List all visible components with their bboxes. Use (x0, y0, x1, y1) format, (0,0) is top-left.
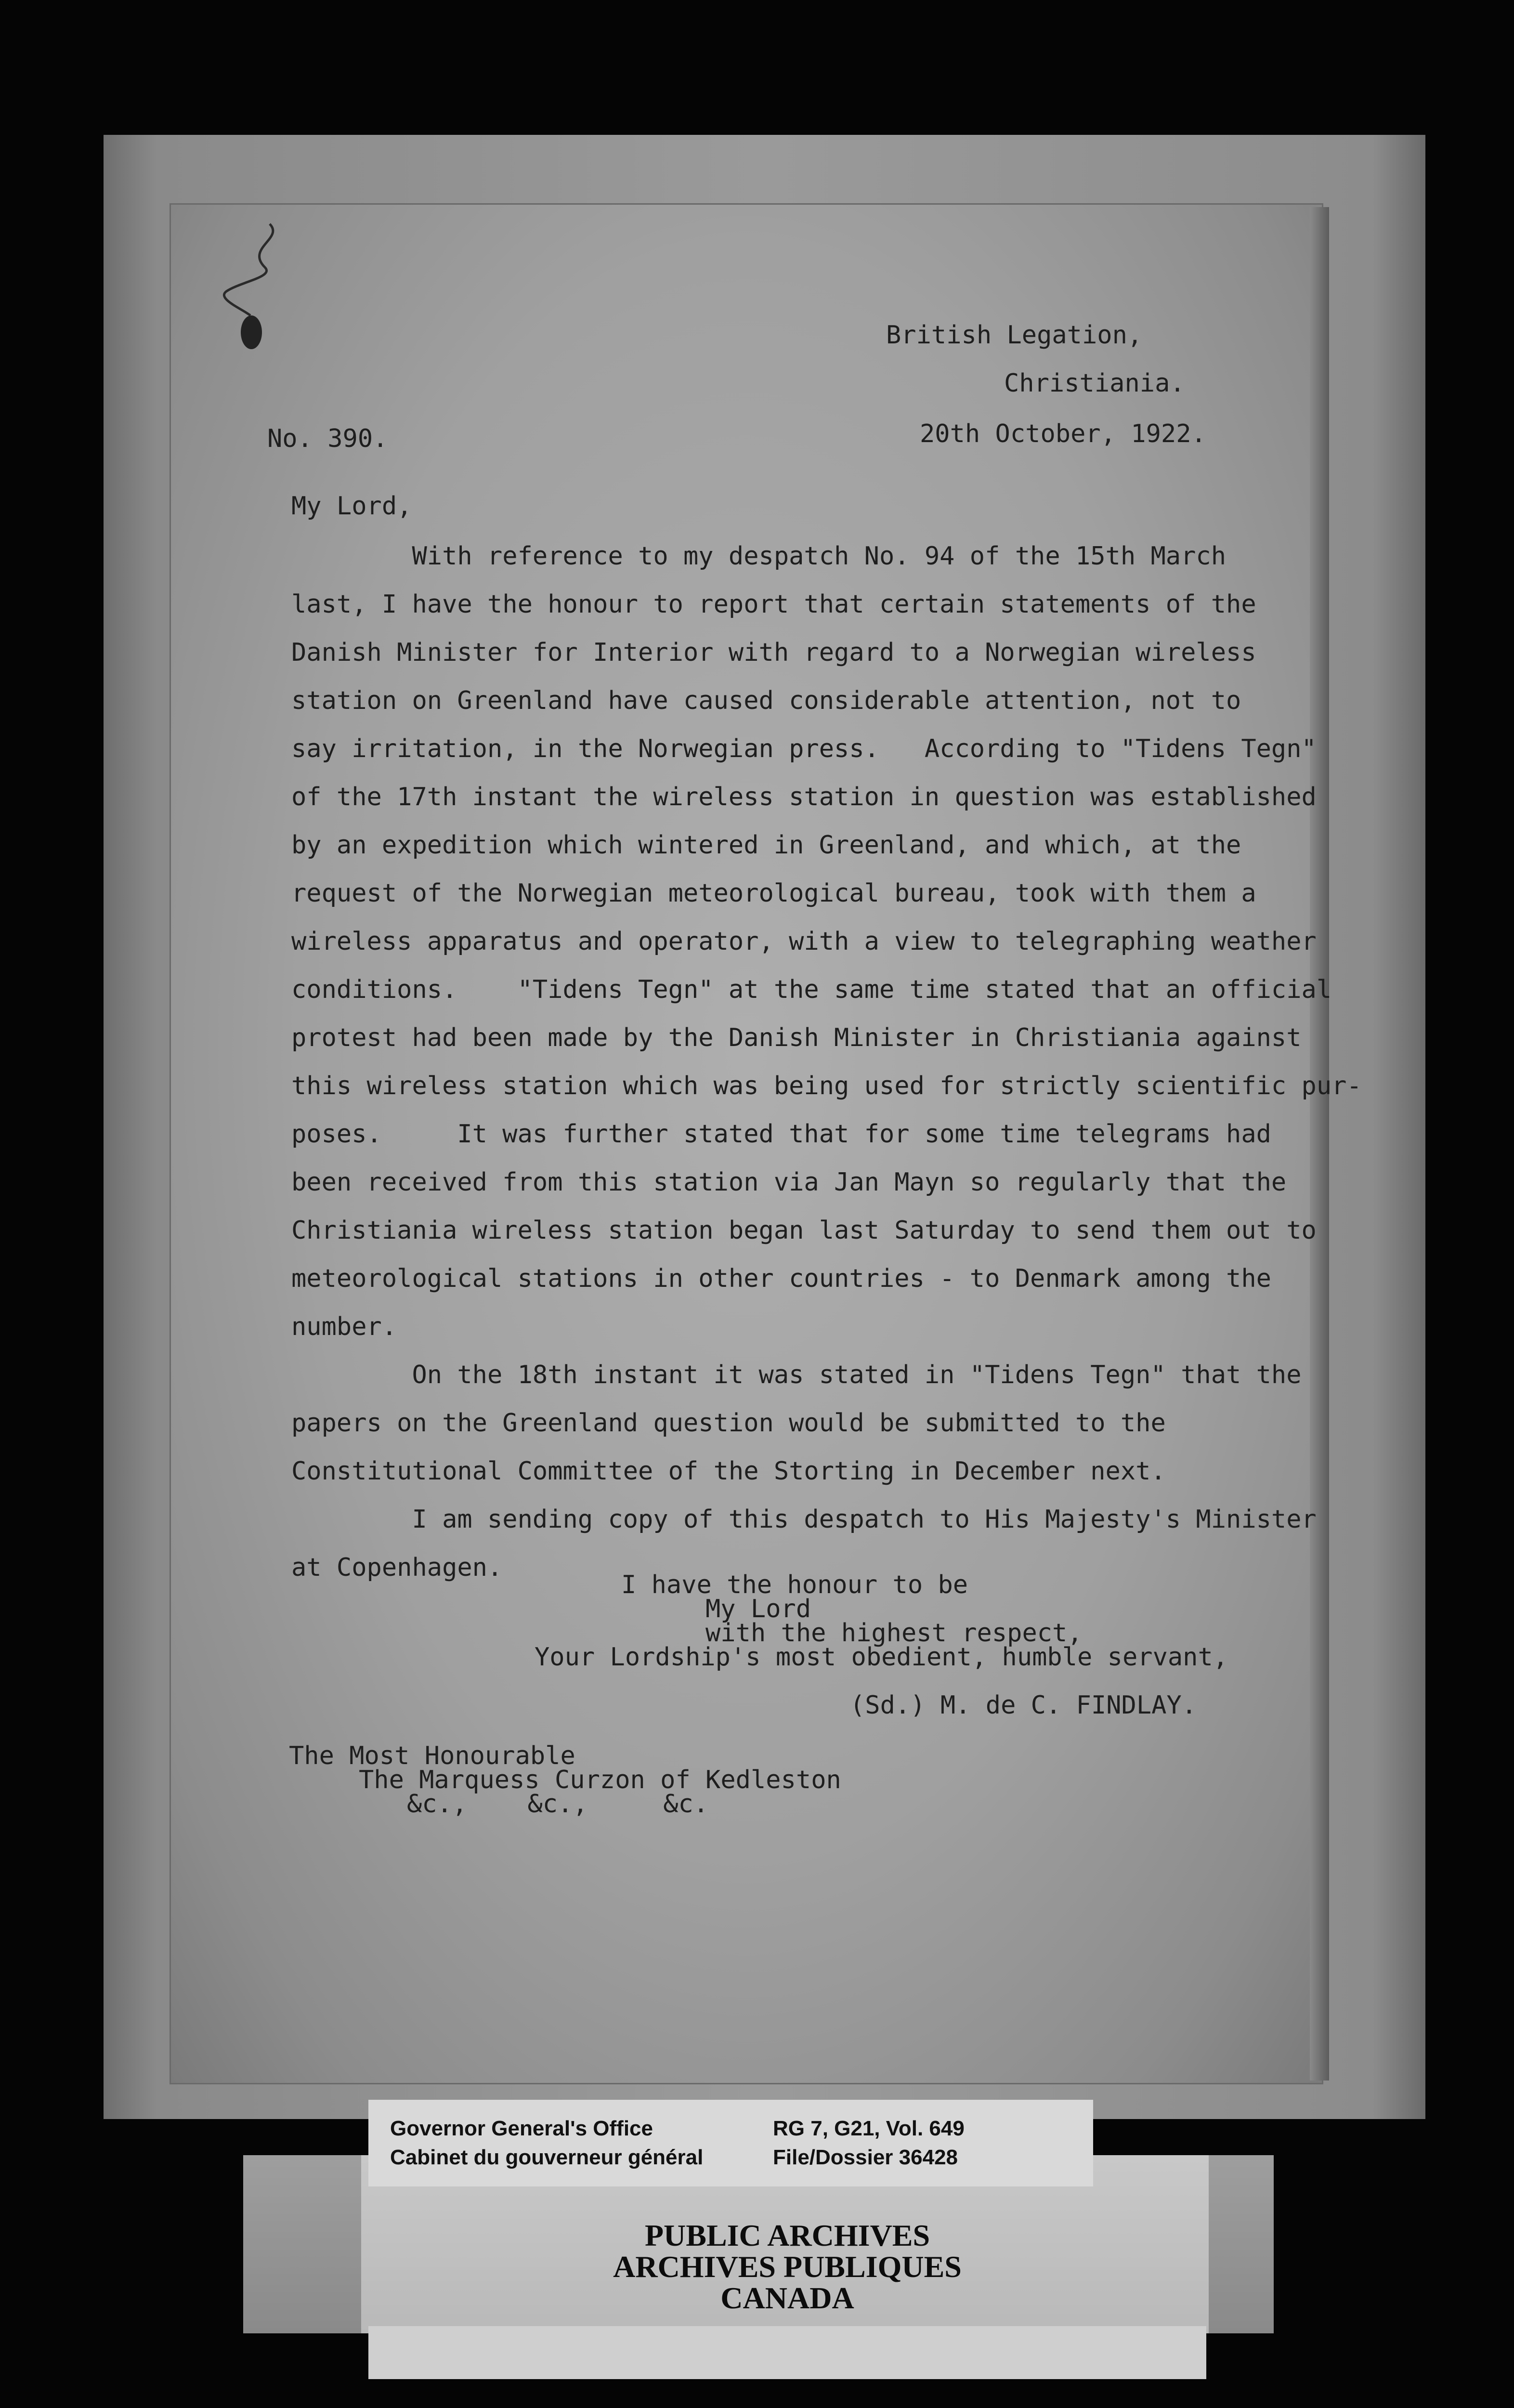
body-line: been received from this station via Jan Mayn so regularly that the (291, 1168, 1287, 1197)
body-line: conditions. "Tidens Tegn" at the same time stated that an official (291, 975, 1332, 1004)
punch-hole-mark (241, 315, 262, 349)
salutation: My Lord, (291, 492, 412, 521)
legation-line: British Legation, (886, 321, 1143, 350)
despatch-number: No. 390. (267, 424, 388, 453)
body-line: Constitutional Committee of the Storting in December next. (291, 1457, 1166, 1486)
body-line: say irritation, in the Norwegian press. According to "Tidens Tegn" (291, 734, 1317, 763)
closing-line-3: with the highest respect, (705, 1619, 1083, 1648)
file-number: File/Dossier 36428 (773, 2146, 958, 2169)
archives-stamp-line-1: PUBLIC ARCHIVES (644, 2218, 930, 2252)
archives-stamp-line-3: CANADA (720, 2281, 854, 2315)
reference-card (368, 2100, 1093, 2186)
closing-line-1: I have the honour to be (621, 1570, 968, 1599)
signature: (Sd.) M. de C. FINDLAY. (850, 1691, 1197, 1720)
body-line: Christiania wireless station began last Saturday to send them out to (291, 1216, 1317, 1245)
sheet-edge-shadow (1310, 207, 1329, 2081)
closing-line-2: My Lord (705, 1595, 811, 1623)
body-line: this wireless station which was being used for strictly scientific pur- (291, 1072, 1362, 1100)
archive-bottom-strip (368, 2326, 1206, 2379)
body-line: station on Greenland have caused considerable attention, not to (291, 686, 1241, 715)
letter-date: 20th October, 1922. (920, 419, 1206, 448)
body-line: number. (291, 1312, 397, 1341)
body-line: request of the Norwegian meteorological bureau, took with them a (291, 879, 1256, 908)
body-line: of the 17th instant the wireless station in question was established (291, 783, 1317, 811)
body-line: meteorological stations in other countries - to Denmark among the (291, 1264, 1271, 1293)
office-french: Cabinet du gouverneur général (390, 2146, 704, 2169)
addressee-line-2: The Marquess Curzon of Kedleston (359, 1766, 841, 1794)
archives-stamp-line-2: ARCHIVES PUBLIQUES (613, 2250, 962, 2284)
closing-line-4: Your Lordship's most obedient, humble servant, (535, 1643, 1228, 1672)
city-line: Christiania. (1004, 369, 1185, 398)
office-english: Governor General's Office (390, 2117, 653, 2140)
body-line: at Copenhagen. (291, 1553, 503, 1582)
body-line: With reference to my despatch No. 94 of the 15th March (291, 542, 1227, 571)
body-line: wireless apparatus and operator, with a view to telegraphing weather (291, 927, 1317, 956)
body-line: by an expedition which wintered in Greenland, and which, at the (291, 831, 1241, 860)
body-line: I am sending copy of this despatch to His Majesty's Minister (291, 1505, 1317, 1534)
body-line: poses. It was further stated that for some time telegrams had (291, 1120, 1271, 1149)
body-line: Danish Minister for Interior with regard to a Norwegian wireless (291, 638, 1256, 667)
addressee-line-1: The Most Honourable (289, 1741, 575, 1770)
addressee-line-3: &c., &c., &c. (407, 1790, 709, 1819)
body-line: protest had been made by the Danish Minister in Christiania against (291, 1023, 1302, 1052)
body-line: On the 18th instant it was stated in "Tidens Tegn" that the (291, 1361, 1302, 1389)
body-line: papers on the Greenland question would be submitted to the (291, 1409, 1166, 1438)
record-group: RG 7, G21, Vol. 649 (773, 2117, 965, 2140)
body-line: last, I have the honour to report that certain statements of the (291, 590, 1256, 619)
